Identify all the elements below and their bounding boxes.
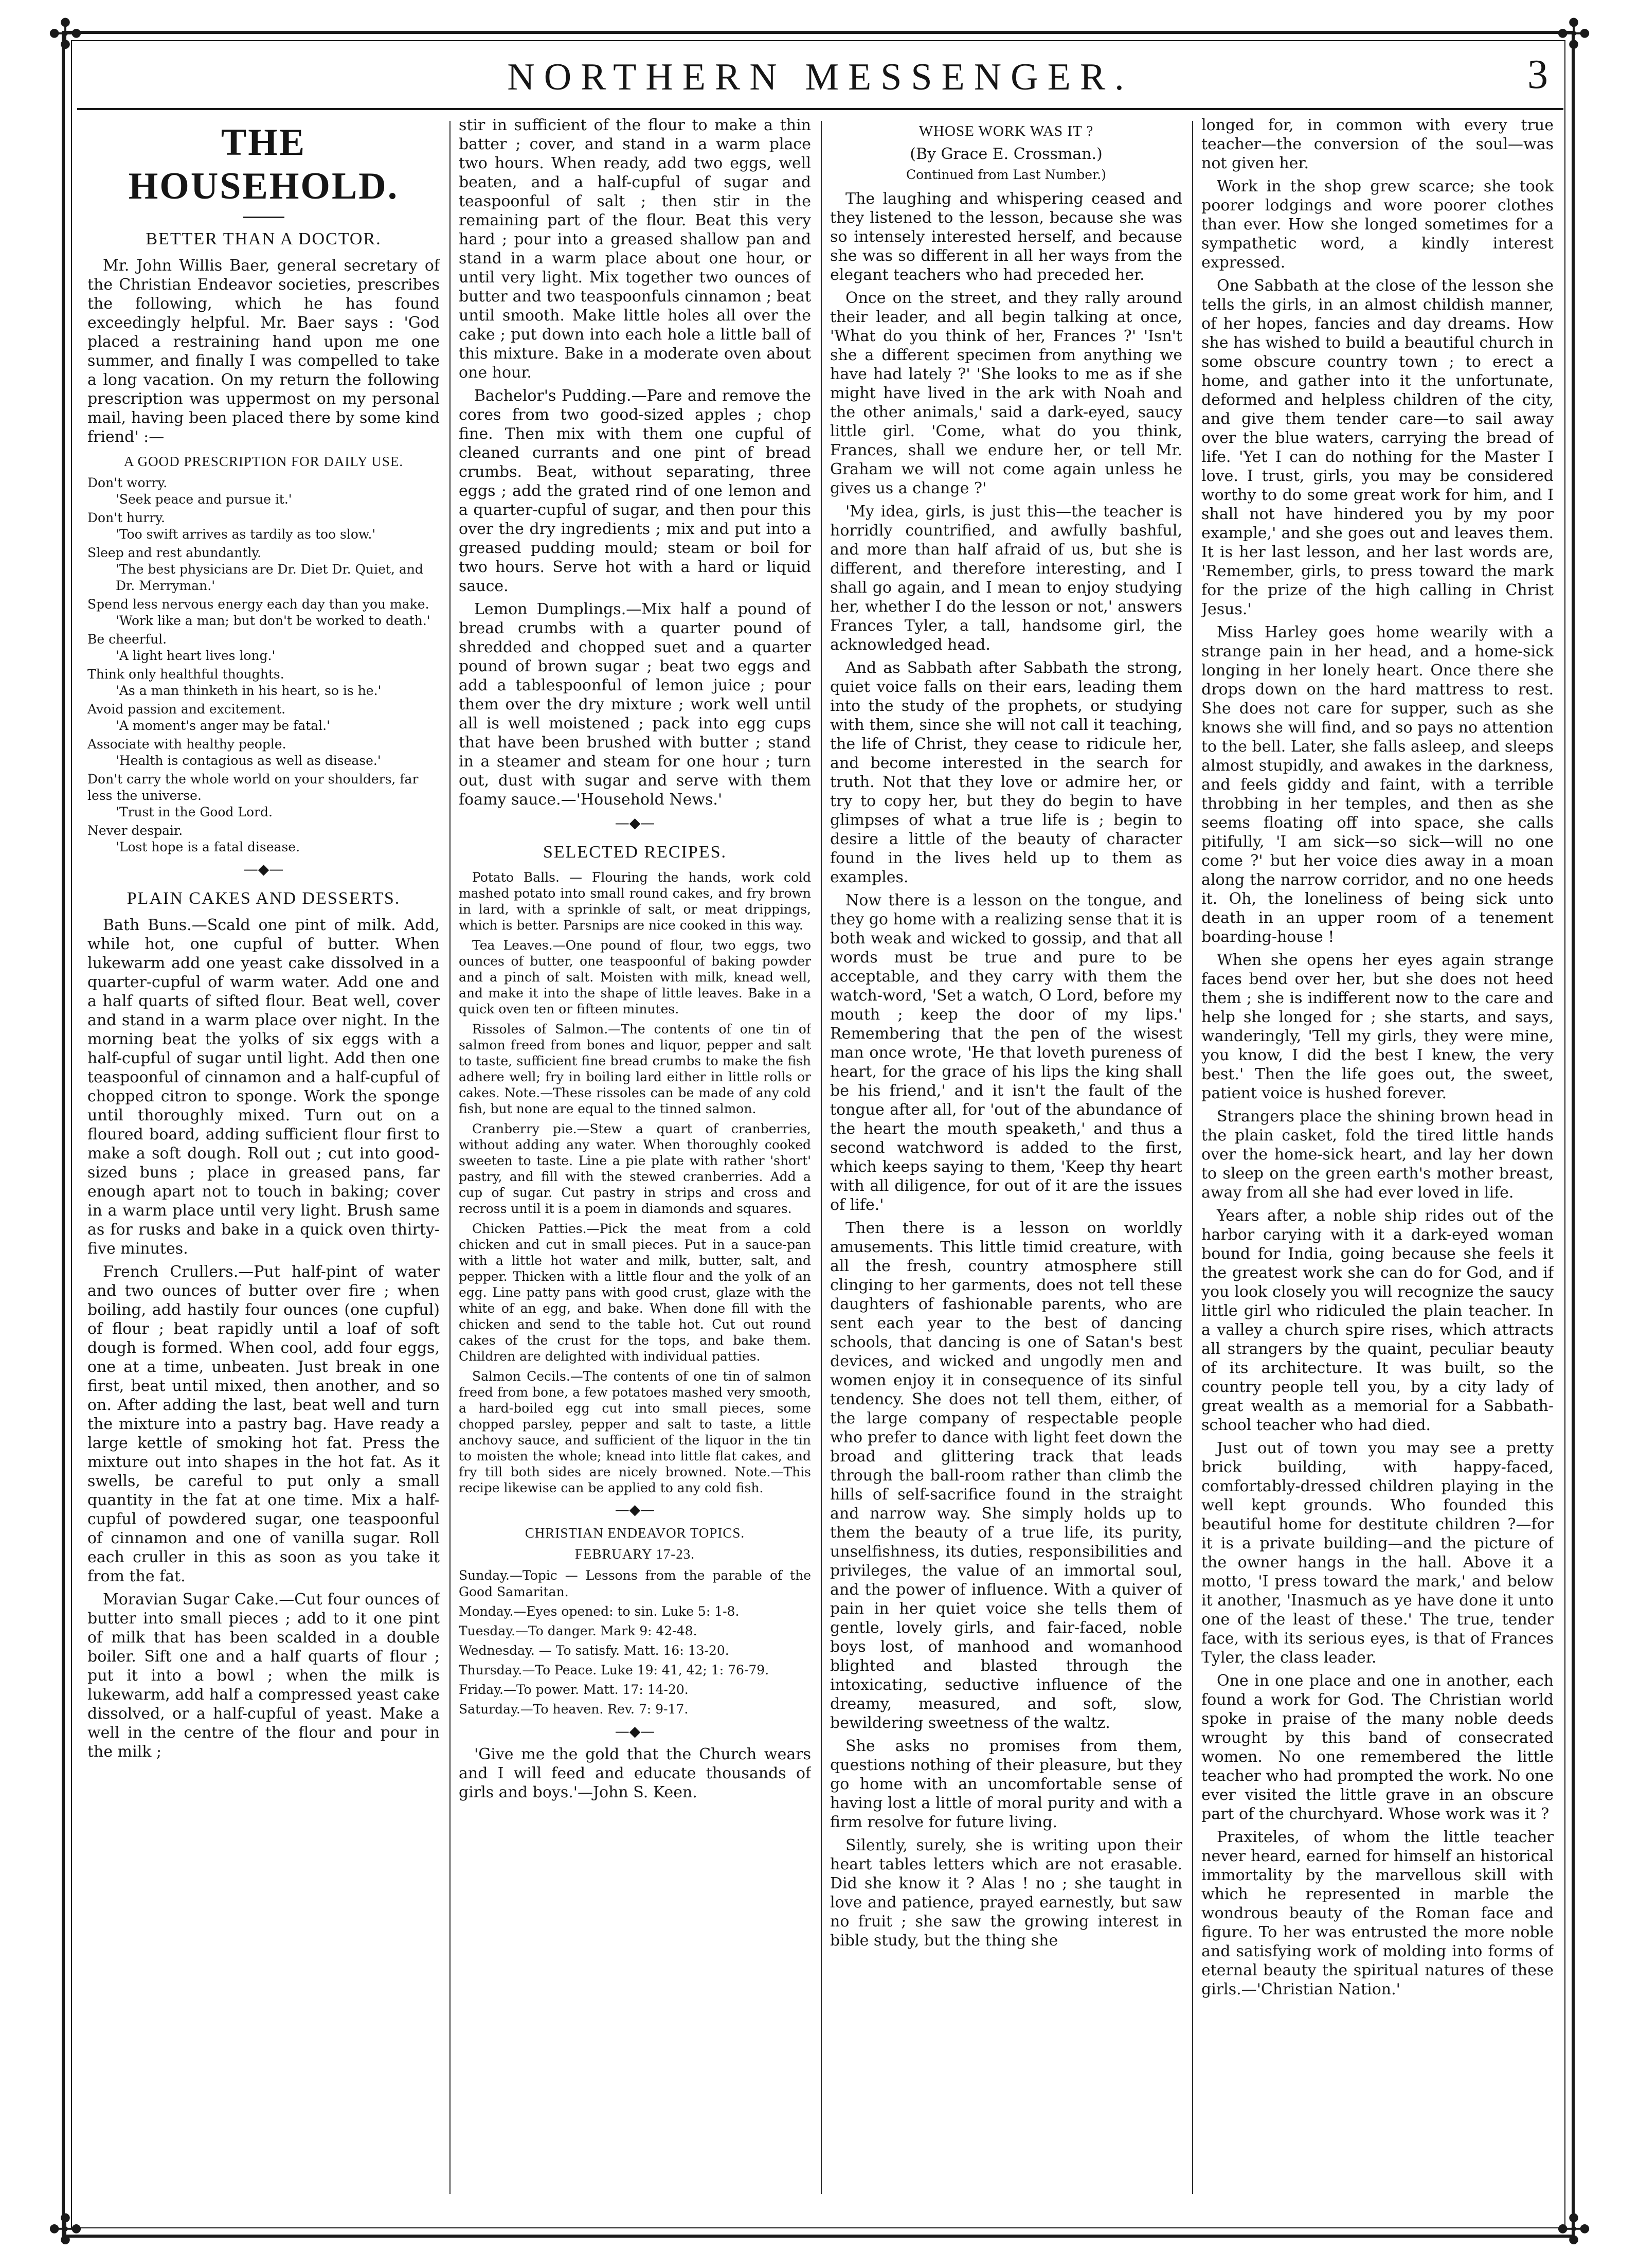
topic-line: Saturday.—To heaven. Rev. 7: 9-17. xyxy=(459,1702,689,1717)
prescription-quote: 'Trust in the Good Lord. xyxy=(116,805,273,819)
recipe-paragraph: Lemon Dumplings.—Mix half a pound of bread crumbs with a quarter pound of shredded and chopped suet and a quarter pound of brown sugar ; beat two eggs and add a tablespoonful of lemon juice ; pour them over the dry mixture ; work well until all is well moistened ; pack into egg cups that have been brushed with butter ; stand in a steamer and steam for one hour ; turn out, dust with sugar and serve with them foamy sauce.—'Household News.' xyxy=(459,600,811,809)
section-masthead: THE HOUSEHOLD. xyxy=(128,121,399,207)
divider-ornament-icon: —◆— xyxy=(615,1723,655,1740)
article-columns xyxy=(87,116,1553,2204)
story-paragraph: The laughing and whispering ceased and they listened to the lesson, because she was so intensely interested herself, and because she was so different in all her ways from the elegant teachers who had preceded her. xyxy=(830,190,1182,284)
prescription-line: Associate with healthy people. xyxy=(87,737,286,752)
topics-list xyxy=(459,1567,811,1718)
story-body-continued xyxy=(1201,116,1554,1999)
recipe-paragraph: Moravian Sugar Cake.—Cut four ounces of butter into small pieces ; add to it one pint of milk that has been scalded in a double boiler. Sift one and a half quarts of flour ; put it into a bowl ; when the milk is lukewarm, add half a compressed yeast cake dissolved, or a half-cupful of yeast. Make a well in the centre of the flour and pour in the milk ; xyxy=(87,1591,440,1761)
story-paragraph: One Sabbath at the close of the lesson she tells the girls, in an almost childish manner, of her hopes, fancies and day dreams. How she has wished to build a beautiful church in some obscure country town ; to erect a home, and gather into it the unfortunate, deformed and helpless children of the city, and give them tender care—to sail away over the blue waters, carrying the bread of life. 'Yet I can do nothing for the Master I love. I trust, girls, you may be considered worthy to do some great work for him, and I shall not have hindered you by my poor example,' and she goes out and leaves them. It is her last lesson, and her last words are, 'Remember, girls, to press toward the mark for the prize of the high calling in Christ Jesus.' xyxy=(1201,277,1554,618)
prescription-quote: 'Work like a man; but don't be worked to death.' xyxy=(116,613,430,628)
topic-line: Sunday.—Topic — Lessons from the parable of the Good Samaritan. xyxy=(459,1568,811,1599)
story-heading: WHOSE WORK WAS IT ? xyxy=(918,123,1094,139)
column-rule xyxy=(449,121,451,2194)
story-paragraph: And as Sabbath after Sabbath the strong, quiet voice falls on their ears, leading them into the study of the prophets, or studying with them, since she will not call it teaching, the life of Christ, they cease to ridicule her, and become interested in the search for truth. Not that they love or admire her, or try to copy her, but they do begin to have glimpses of what a true life is ; begin to desire a little of the beauty of character found in the lives held up to them as examples. xyxy=(830,659,1182,886)
story-paragraph: Praxiteles, of whom the little teacher never heard, earned for himself an historical immortality by the marvellous skill with which he represented in marble the wondrous beauty of the Roman face and figure. To her was entrusted the more noble and satisfying work of molding into forms of eternal beauty the spiritual natures of these girls.—'Christian Nation.' xyxy=(1201,1828,1554,1998)
prescription-quote: 'A light heart lives long.' xyxy=(116,648,276,663)
newspaper-title: NORTHERN MESSENGER. xyxy=(507,56,1133,98)
story-body xyxy=(830,189,1182,1950)
topic-line: Monday.—Eyes opened: to sin. Luke 5: 1-8. xyxy=(459,1604,740,1619)
recipe-paragraph: Bachelor's Pudding.—Pare and remove the cores from two good-sized apples ; chop fine. Then mix with them one cupful of cleaned currants and one pint of bread crumbs. Beat, without separating, three eggs ; add the grated rind of one lemon and a quarter-cupful of sugar, and then pour this over the dry ingredients ; mix and put into a greased pudding mould; steam or boil for two hours. Serve hot with a hard or liquid sauce. xyxy=(459,387,811,595)
prescription-line: Spend less nervous energy each day than you make. xyxy=(87,597,429,612)
prescription-line: Never despair. xyxy=(87,823,183,838)
prescription-quote: 'Seek peace and pursue it.' xyxy=(116,492,292,507)
article-heading: BETTER THAN A DOCTOR. xyxy=(146,229,382,248)
page-number: 3 xyxy=(1527,52,1548,97)
story-paragraph: Years after, a noble ship rides out of the harbor carying with it a dark-eyed woman bound for India, going because she feels it the greatest work she can do for God, and if you look closely you will recognize the saucy little girl who ridiculed the plain teacher. In a valley a church spire rises, which attracts all strangers by the quaint, peculiar beauty of its architecture. It was built, so the country people tell you, by a city lady of great wealth as a memorial for a Sabbath-school teacher who had died. xyxy=(1201,1207,1554,1434)
column-rule xyxy=(1192,121,1193,2194)
corner-ornament-icon: ✣ xyxy=(48,2206,83,2254)
story-paragraph: longed for, in common with every true teacher—the conversion of the soul—was not given her. xyxy=(1201,116,1554,172)
prescription-line: Be cheerful. xyxy=(87,632,167,647)
story-paragraph: 'My idea, girls, is just this—the teacher is horridly countrified, and awfully bashful, and more than half afraid of us, but she is different, and therefore interesting, and I shall go again, and I mean to enjoy studying her, whether I do the lesson or not,' answers Frances Tyler, a tall, handsome girl, the acknowledged head. xyxy=(830,503,1182,654)
prescription-line: Avoid passion and excitement. xyxy=(87,702,286,717)
recipe-paragraph: Potato Balls. — Flouring the hands, work cold mashed potato into small round cakes, and fry brown in lard, with a sprinkle of salt, or meat drippings, which is better. Parsnips are nice cooked in this way. xyxy=(459,870,811,933)
article-heading: PLAIN CAKES AND DESSERTS. xyxy=(127,889,401,908)
prescription-list xyxy=(87,475,440,855)
corner-ornament-icon: ✣ xyxy=(48,10,83,58)
article-heading: CHRISTIAN ENDEAVOR TOPICS. xyxy=(525,1525,745,1541)
recipe-paragraph: stir in sufficient of the flour to make a thin batter ; cover, and stand in a warm place two hours. When ready, add two eggs, well beaten, and a half-cupful of sugar and teaspoonful of salt ; then stir in the remaining part of the flour. Beat this very hard ; pour into a greased shallow pan and stand in a warm place about one hour, or until very light. Mix together two ounces of butter and two teaspoonfuls cinnamon ; beat until smooth. Make little holes all over the cake ; put down into each hole a little ball of this mixture. Bake in a moderate oven about one hour. xyxy=(459,116,811,382)
topic-line: Wednesday. — To satisfy. Matt. 16: 13-20. xyxy=(459,1643,729,1658)
topic-line: Tuesday.—To danger. Mark 9: 42-48. xyxy=(459,1623,697,1638)
divider-ornament-icon: —◆— xyxy=(615,1501,655,1518)
recipe-paragraph: Tea Leaves.—One pound of flour, two eggs, two ounces of butter, one teaspoonful of baking powder and a pinch of salt. Moisten with milk, knead well, and make it into the shape of little leaves. Bake in a quick oven ten or fifteen minutes. xyxy=(459,938,811,1016)
story-paragraph: Then there is a lesson on worldly amusements. This little timid creature, with all the fresh, country atmosphere still clinging to her garments, does not tell these daughters of fashionable parents, who are sent each year to the best of dancing schools, that dancing is one of Satan's best devices, and wicked and ungodly men and women enjoy it in consequence of its sinful tendency. She does not tell them, either, of the large company of respectable people who prefer to dance with light feet down the broad and glittering track that leads through the ball-room rather than climb the hills of self-sacrifice found in the straight and narrow way. She simply holds up to them the beauty of a true life, its purity, unselfishness, its duties, responsibilities and privileges, the value of an immortal soul, and the power of influence. With a quiver of pain in her quiet voice she tells them of gentle, lovely girls, and fair-faced, noble boys lost, of manhood and womanhood blighted and blasted through the intoxicating, seductive influence of the dreamy, measured, and soft, slow, bewildering sweetness of the waltz. xyxy=(830,1219,1182,1732)
prescription-quote: 'As a man thinketh in his heart, so is he.' xyxy=(116,683,382,698)
sub-heading: A GOOD PRESCRIPTION FOR DAILY USE. xyxy=(123,454,404,469)
story-paragraph: Just out of town you may see a pretty brick building, with happy-faced, comfortably-dressed children playing in the well kept grounds. Who founded this beautiful home for destitute children ?—for it is a private building—and the picture of the owner hangs in the hall. Above it a motto, 'I press toward the mark,' and below it another, 'Inasmuch as ye have done it unto one of the least of these.' The true, tender face, with its serious eyes, is that of Frances Tyler, the class leader. xyxy=(1201,1439,1554,1667)
prescription-quote: 'Lost hope is a fatal disease. xyxy=(116,840,300,854)
column-1 xyxy=(87,116,440,2194)
corner-ornament-icon: ✣ xyxy=(1556,10,1591,58)
prescription-quote: 'The best physicians are Dr. Diet Dr. Quiet, and Dr. Merryman.' xyxy=(116,562,423,593)
story-paragraph: Once on the street, and they rally around their leader, and all begin talking at once, 'What do you think of her, Frances ?' 'Isn't she a different specimen from anything we have had lately ?' 'She looks to me as if she might have lived in the ark with Noah and the other animals,' said a dark-eyed, saucy little girl. 'Come, what do you think, Frances, shall we endure her, or tell Mr. Graham we will not come again unless he gives us a change ?' xyxy=(830,289,1182,497)
recipe-paragraph: Chicken Patties.—Pick the meat from a cold chicken and cut in small pieces. Put in a sauce-pan with a little hot water and milk, butter, salt, and pepper. Thicken with a little flour and the yolk of an egg. Line patty pans with good crust, glaze with the white of an egg, and bake. When done fill with the chicken and send to the table hot. Cut out round cakes of the crust for the tops, and bake them. Children are delighted with individual patties. xyxy=(459,1221,811,1364)
prescription-line: Don't hurry. xyxy=(87,510,165,525)
story-paragraph: Miss Harley goes home wearily with a strange pain in her head, and a home-sick longing in her lonely heart. Once there she drops down on the hard mattress to rest. She does not care for supper, such as she knows she will find, and so pays no attention to the bell. Later, she falls asleep, and sleeps almost stupidly, and awakes in the darkness, and feels giddy and faint, with a terrible throbbing in her temples, and then as she seems floating off into space, she calls pitifully, 'I am sick—so sick—will no one come ?' but her voice dies away in a moan along the narrow corridor, and no one heeds it. Oh, the loneliness of being sick unto death in an upper room of a tenement boarding-house ! xyxy=(1201,623,1554,946)
article-paragraph: Mr. John Willis Baer, general secretary of the Christian Endeavor societies, prescribes the following, which he has found exceedingly helpful. Mr. Baer says : 'God placed a restraining hand upon me one summer, and finally I was compelled to take a long vacation. On my return the following prescription was uppermost on my personal mail, having been placed there by some kind friend' :— xyxy=(87,257,440,446)
recipe-paragraph: Cranberry pie.—Stew a quart of cranberries, without adding any water. When thoroughly cooked sweeten to taste. Line a pie plate with rather 'short' pastry, and fill with the stewed cranberries. Add a cup of sugar. Cut pastry in strips and cross and recross until it is a poem in diamonds and squares. xyxy=(459,1121,811,1216)
prescription-line: Sleep and rest abundantly. xyxy=(87,545,262,560)
prescription-quote: 'Health is contagious as well as disease.' xyxy=(116,753,381,768)
topics-date: FEBRUARY 17-23. xyxy=(574,1546,695,1562)
recipe-paragraph: Rissoles of Salmon.—The contents of one tin of salmon freed from bones and liquor, pepper and salt to taste, sufficient fine bread crumbs to make the fish adhere well; fry in boiling lard either in little rolls or cakes. Note.—These rissoles can be made of any cold fish, but none are equal to the tinned salmon. xyxy=(459,1022,811,1116)
story-paragraph: Work in the shop grew scarce; she took poorer lodgings and wore poorer clothes than ever. How she longed sometimes for a sympathetic word, a kindly interest expressed. xyxy=(1201,177,1554,272)
recipe-paragraph: Bath Buns.—Scald one pint of milk. Add, while hot, one cupful of butter. When lukewarm add one yeast cake dissolved in a quarter-cupful of warm water. Add one and a half quarts of sifted flour. Beat well, cover and stand in a warm place over night. In the morning beat the yolks of six eggs with a half-cupful of sugar until light. Add then one teaspoonful of cinnamon and a half-cupful of chopped citron to sponge. Work the sponge until thoroughly mixed. Turn out on a floured board, adding sufficient flour first to make a soft dough. Roll out ; cut into good-sized buns ; place in greased pans, far enough apart not to touch in baking; cover in a warm place until very light. Brush same as for rusks and bake in a quick oven thirty-five minutes. xyxy=(87,916,440,1258)
corner-ornament-icon: ✣ xyxy=(1556,2206,1591,2254)
continued-note: Continued from Last Number.) xyxy=(906,167,1106,182)
topic-line: Thursday.—To Peace. Luke 19: 41, 42; 1: 76-79. xyxy=(459,1663,769,1677)
byline: (By Grace E. Crossman.) xyxy=(910,145,1103,163)
quote-paragraph: 'Give me the gold that the Church wears and I will feed and educate thousands of girls and boys.'—John S. Keen. xyxy=(459,1745,811,1801)
column-4 xyxy=(1201,116,1554,2194)
topic-line: Friday.—To power. Matt. 17: 14-20. xyxy=(459,1682,689,1697)
story-paragraph: She asks no promises from them, questions nothing of their pleasure, but they go home with an uncomfortable sense of having lost a little of moral purity and with a firm resolve for future living. xyxy=(830,1737,1182,1831)
prescription-quote: 'Too swift arrives as tardily as too slow.' xyxy=(116,527,376,542)
divider xyxy=(243,217,284,218)
column-rule xyxy=(821,121,822,2194)
article-heading: SELECTED RECIPES. xyxy=(543,843,727,862)
story-paragraph: When she opens her eyes again strange faces bend over her, but she does not heed them ; she is indifferent now to the care and help she longed for ; she starts, and says, wanderingly, 'Tell my girls, they were mine, you know, I did the best I knew, the very best.' Then the life goes out, the sweet, patient voice is hushed forever. xyxy=(1201,951,1554,1102)
recipe-paragraph: Salmon Cecils.—The contents of one tin of salmon freed from bone, a few potatoes mashed very smooth, a hard-boiled egg cut into small pieces, some chopped parsley, pepper and salt to taste, a little anchovy sauce, and sufficient of the liquor in the tin to moisten the whole; knead into little flat cakes, and fry till both sides are nicely browned. Note.—This recipe likewise can be applied to any cold fish. xyxy=(459,1369,811,1495)
recipe-paragraph: French Crullers.—Put half-pint of water and two ounces of butter over fire ; when boiling, add hastily four ounces (one cupful) of flour ; beat rapidly until a loaf of soft dough is formed. When cool, add four eggs, one at a time, unbeaten. Just break in one first, beat until mixed, then another, and so on. After adding the last, beat well and turn the mixture into a pastry bag. Have ready a large kettle of smoking hot fat. Press the mixture out into shapes in the hot fat. As it swells, be careful to put only a small quantity in the fat at one time. Mix a half-cupful of powdered sugar, one teaspoonful of cinnamon and one of vanilla sugar. Roll each cruller in this as soon as you take it from the fat. xyxy=(87,1263,440,1585)
divider-ornament-icon: —◆— xyxy=(243,861,284,878)
story-paragraph: Strangers place the shining brown head in the plain casket, fold the tired little hands over the home-sick heart, and lay her down to sleep on the green earth's mother breast, away from all she had ever loved in life. xyxy=(1201,1108,1554,1202)
prescription-line: Don't worry. xyxy=(87,475,168,490)
prescription-line: Don't carry the whole world on your shoulders, far less the universe. xyxy=(87,772,419,803)
prescription-quote: 'A moment's anger may be fatal.' xyxy=(116,718,330,733)
story-paragraph: Now there is a lesson on the tongue, and they go home with a realizing sense that it is both weak and wicked to gossip, and that all words must be true and pure to be acceptable, and they carry with them the watch-word, 'Set a watch, O Lord, before my mouth ; keep the door of my lips.' Remembering that the pen of the wisest man once wrote, 'He that loveth pureness of heart, for the grace of his lips the king shall be his friend,' and it isn't the fault of the tongue after all, for 'out of the abundance of the heart the mouth speaketh,' and thus a second watchword is added to the first, which keeps saying to them, 'Keep thy heart with all diligence, for out of it are the issues of life.' xyxy=(830,891,1182,1214)
story-paragraph: Silently, surely, she is writing upon their heart tables letters which are not erasable. Did she know it ? Alas ! no ; she taught in love and patience, prayed earnestly, but saw no fruit ; she saw the growing interest in bible study, but the thing she xyxy=(830,1836,1182,1950)
column-3 xyxy=(830,116,1182,2194)
column-2 xyxy=(459,116,811,2194)
divider-ornament-icon: —◆— xyxy=(615,814,655,831)
prescription-line: Think only healthful thoughts. xyxy=(87,667,284,682)
page-header xyxy=(77,51,1563,110)
story-paragraph: One in one place and one in another, each found a work for God. The Christian world spoke in praise of the many noble deeds wrought by this band of consecrated women. No one remembered the little teacher who had prompted the work. No one ever visited the little grave in an obscure part of the churchyard. Whose work was it ? xyxy=(1201,1672,1554,1823)
